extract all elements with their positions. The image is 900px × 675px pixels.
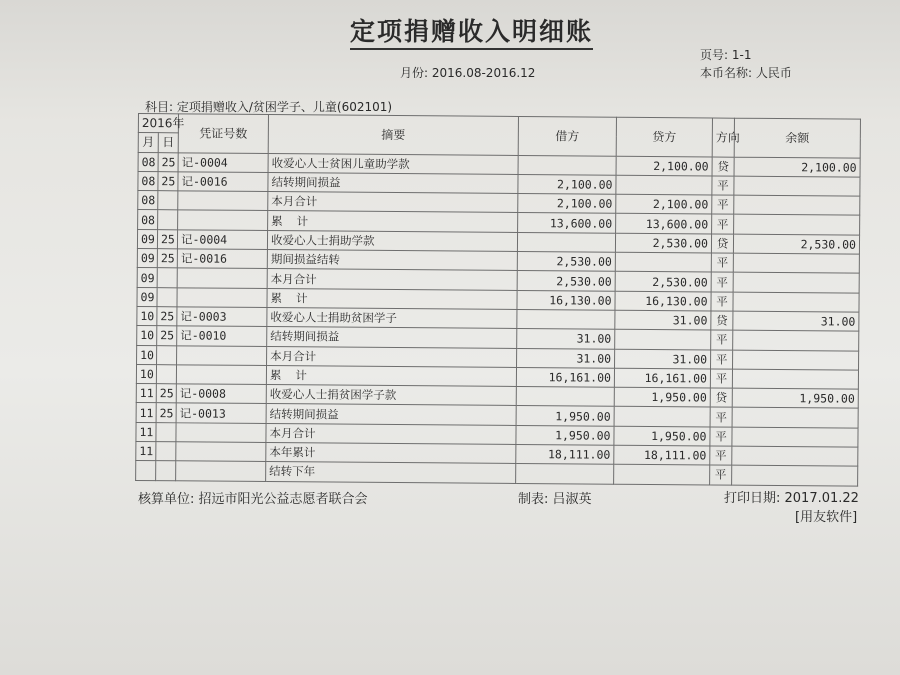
summary-cell: 结转期间损益 bbox=[267, 327, 517, 348]
voucher-header: 凭证号数 bbox=[178, 114, 268, 153]
day-cell: 25 bbox=[158, 152, 178, 171]
direction-cell: 平 bbox=[710, 427, 732, 446]
balance-cell bbox=[733, 273, 859, 293]
currency-name: 本币名称: 人民币 bbox=[700, 66, 792, 80]
summary-cell: 本年累计 bbox=[266, 443, 516, 464]
day-cell: 25 bbox=[157, 307, 177, 326]
day-cell: 25 bbox=[157, 326, 177, 345]
summary-cell: 结转期间损益 bbox=[266, 404, 516, 425]
ledger-body bbox=[136, 152, 861, 486]
balance-cell bbox=[732, 446, 858, 466]
direction-cell: 平 bbox=[712, 176, 734, 195]
direction-cell: 平 bbox=[710, 465, 732, 484]
credit-cell bbox=[615, 252, 711, 272]
summary-cell: 本月合计 bbox=[268, 192, 518, 213]
debit-cell: 18,111.00 bbox=[516, 445, 614, 465]
balance-cell: 2,100.00 bbox=[734, 157, 860, 177]
credit-cell bbox=[614, 407, 710, 427]
balance-cell bbox=[732, 466, 858, 486]
summary-header: 摘要 bbox=[268, 115, 518, 156]
day-cell: 25 bbox=[158, 172, 178, 191]
credit-cell: 1,950.00 bbox=[614, 387, 710, 407]
summary-cell: 期间损益结转 bbox=[267, 250, 517, 271]
print-date: 打印日期: 2017.01.22 bbox=[724, 491, 859, 506]
debit-cell: 1,950.00 bbox=[516, 425, 614, 445]
debit-cell: 31.00 bbox=[517, 348, 615, 368]
direction-cell: 贷 bbox=[711, 234, 733, 253]
direction-cell: 平 bbox=[711, 272, 733, 291]
direction-cell: 平 bbox=[711, 292, 733, 311]
month-cell: 10 bbox=[137, 306, 157, 325]
credit-cell bbox=[616, 175, 712, 195]
balance-cell bbox=[733, 292, 859, 312]
month-cell: 09 bbox=[137, 287, 157, 306]
credit-cell: 2,100.00 bbox=[616, 194, 712, 214]
credit-header: 贷方 bbox=[616, 117, 712, 156]
day-cell: 25 bbox=[157, 229, 177, 248]
year-header: 2016年 bbox=[138, 114, 178, 134]
debit-cell: 2,530.00 bbox=[517, 252, 615, 272]
summary-cell: 累计 bbox=[266, 365, 516, 386]
voucher-cell bbox=[178, 191, 268, 211]
balance-cell bbox=[734, 215, 860, 235]
direction-cell: 平 bbox=[712, 195, 734, 214]
summary-cell: 本月合计 bbox=[267, 346, 517, 367]
day-cell: 25 bbox=[157, 249, 177, 268]
month-cell: 10 bbox=[137, 345, 157, 364]
voucher-cell: 记-0013 bbox=[176, 403, 266, 423]
voucher-cell: 记-0003 bbox=[177, 307, 267, 327]
ledger-table bbox=[135, 113, 861, 486]
direction-header: 方向 bbox=[712, 118, 734, 157]
month-cell: 08 bbox=[138, 152, 158, 171]
month-cell: 11 bbox=[136, 384, 156, 403]
credit-cell: 2,530.00 bbox=[615, 272, 711, 292]
day-header: 日 bbox=[158, 133, 178, 152]
summary-cell: 收爱心人士贫困儿童助学款 bbox=[268, 153, 518, 174]
debit-cell bbox=[516, 464, 614, 484]
balance-cell bbox=[733, 330, 859, 350]
summary-cell: 收爱心人士捐助学款 bbox=[267, 230, 517, 251]
summary-cell: 累计 bbox=[268, 211, 518, 232]
summary-cell: 累计 bbox=[267, 288, 517, 309]
direction-cell: 平 bbox=[710, 369, 732, 388]
month-cell: 10 bbox=[136, 364, 156, 383]
balance-cell bbox=[734, 176, 860, 196]
debit-cell: 2,100.00 bbox=[518, 174, 616, 194]
summary-cell: 收爱心人士捐助贫困学子 bbox=[267, 307, 517, 328]
debit-cell: 16,161.00 bbox=[516, 367, 614, 387]
debit-header: 借方 bbox=[518, 116, 616, 155]
month-cell: 11 bbox=[136, 442, 156, 461]
credit-cell: 2,530.00 bbox=[615, 233, 711, 253]
direction-cell: 平 bbox=[711, 253, 733, 272]
period-range: 月份: 2016.08-2016.12 bbox=[400, 66, 536, 80]
credit-cell bbox=[615, 330, 711, 350]
summary-cell: 本月合计 bbox=[267, 269, 517, 290]
accounting-unit: 核算单位: 招远市阳光公益志愿者联合会 bbox=[138, 492, 368, 507]
voucher-cell: 记-0016 bbox=[177, 249, 267, 269]
balance-cell bbox=[732, 408, 858, 428]
voucher-cell: 记-0004 bbox=[177, 230, 267, 250]
voucher-cell bbox=[176, 365, 266, 385]
credit-cell: 1,950.00 bbox=[614, 426, 710, 446]
voucher-cell bbox=[176, 442, 266, 462]
month-cell: 11 bbox=[136, 403, 156, 422]
day-cell bbox=[157, 345, 177, 364]
month-cell: 11 bbox=[136, 422, 156, 441]
prepared-by: 制表: 吕淑英 bbox=[518, 492, 592, 507]
voucher-cell bbox=[177, 287, 267, 307]
direction-cell: 贷 bbox=[711, 311, 733, 330]
direction-cell: 平 bbox=[711, 330, 733, 349]
day-cell bbox=[156, 442, 176, 461]
page-title: 定项捐赠收入明细账 bbox=[350, 12, 593, 50]
credit-cell: 31.00 bbox=[615, 310, 711, 330]
voucher-cell bbox=[177, 345, 267, 365]
day-cell bbox=[158, 191, 178, 210]
credit-cell: 13,600.00 bbox=[616, 214, 712, 234]
software-mark: [用友软件] bbox=[795, 510, 858, 525]
debit-cell bbox=[516, 387, 614, 407]
credit-cell: 31.00 bbox=[615, 349, 711, 369]
month-cell: 08 bbox=[138, 171, 158, 190]
summary-cell: 收爱心人士捐贫困学子款 bbox=[266, 385, 516, 406]
credit-cell: 18,111.00 bbox=[614, 445, 710, 465]
credit-cell: 2,100.00 bbox=[616, 156, 712, 176]
credit-cell bbox=[614, 465, 710, 485]
voucher-cell bbox=[178, 210, 268, 230]
voucher-cell: 记-0008 bbox=[176, 384, 266, 404]
debit-cell: 31.00 bbox=[517, 329, 615, 349]
credit-cell: 16,161.00 bbox=[614, 368, 710, 388]
summary-cell: 结转下年 bbox=[266, 462, 516, 483]
direction-cell: 平 bbox=[711, 350, 733, 369]
balance-cell bbox=[734, 195, 860, 215]
voucher-cell: 记-0004 bbox=[178, 152, 268, 172]
month-cell: 09 bbox=[137, 268, 157, 287]
day-cell bbox=[156, 422, 176, 441]
debit-cell bbox=[517, 232, 615, 252]
day-cell bbox=[156, 461, 176, 480]
summary-cell: 结转期间损益 bbox=[268, 172, 518, 193]
account-subject: 科目: 定项捐赠收入/贫困学子、儿童(602101) bbox=[145, 100, 393, 114]
debit-cell: 2,100.00 bbox=[518, 194, 616, 214]
credit-cell: 16,130.00 bbox=[615, 291, 711, 311]
direction-cell: 贷 bbox=[712, 157, 734, 176]
month-cell: 08 bbox=[138, 191, 158, 210]
debit-cell: 16,130.00 bbox=[517, 290, 615, 310]
debit-cell bbox=[518, 155, 616, 175]
day-cell bbox=[156, 365, 176, 384]
balance-cell bbox=[732, 427, 858, 447]
month-header: 月 bbox=[138, 133, 158, 152]
balance-cell: 1,950.00 bbox=[732, 388, 858, 408]
month-cell: 08 bbox=[138, 210, 158, 229]
balance-cell: 31.00 bbox=[733, 311, 859, 331]
month-cell: 10 bbox=[137, 326, 157, 345]
debit-cell bbox=[517, 309, 615, 329]
direction-cell: 平 bbox=[712, 214, 734, 233]
debit-cell: 1,950.00 bbox=[516, 406, 614, 426]
direction-cell: 贷 bbox=[710, 388, 732, 407]
balance-header: 余额 bbox=[734, 118, 860, 158]
voucher-cell bbox=[177, 268, 267, 288]
direction-cell: 平 bbox=[710, 446, 732, 465]
day-cell: 25 bbox=[156, 384, 176, 403]
day-cell: 25 bbox=[156, 403, 176, 422]
page-number: 页号: 1-1 bbox=[700, 48, 752, 62]
balance-cell bbox=[732, 369, 858, 389]
balance-cell: 2,530.00 bbox=[733, 234, 859, 254]
day-cell bbox=[157, 287, 177, 306]
voucher-cell: 记-0016 bbox=[178, 172, 268, 192]
balance-cell bbox=[733, 350, 859, 370]
direction-cell: 平 bbox=[710, 407, 732, 426]
debit-cell: 13,600.00 bbox=[518, 213, 616, 233]
debit-cell: 2,530.00 bbox=[517, 271, 615, 291]
day-cell bbox=[157, 268, 177, 287]
voucher-cell bbox=[176, 423, 266, 443]
voucher-cell: 记-0010 bbox=[177, 326, 267, 346]
voucher-cell bbox=[176, 461, 266, 481]
summary-cell: 本月合计 bbox=[266, 423, 516, 444]
month-cell: 09 bbox=[137, 229, 157, 248]
month-cell bbox=[136, 461, 156, 480]
balance-cell bbox=[733, 253, 859, 273]
month-cell: 09 bbox=[137, 249, 157, 268]
day-cell bbox=[158, 210, 178, 229]
